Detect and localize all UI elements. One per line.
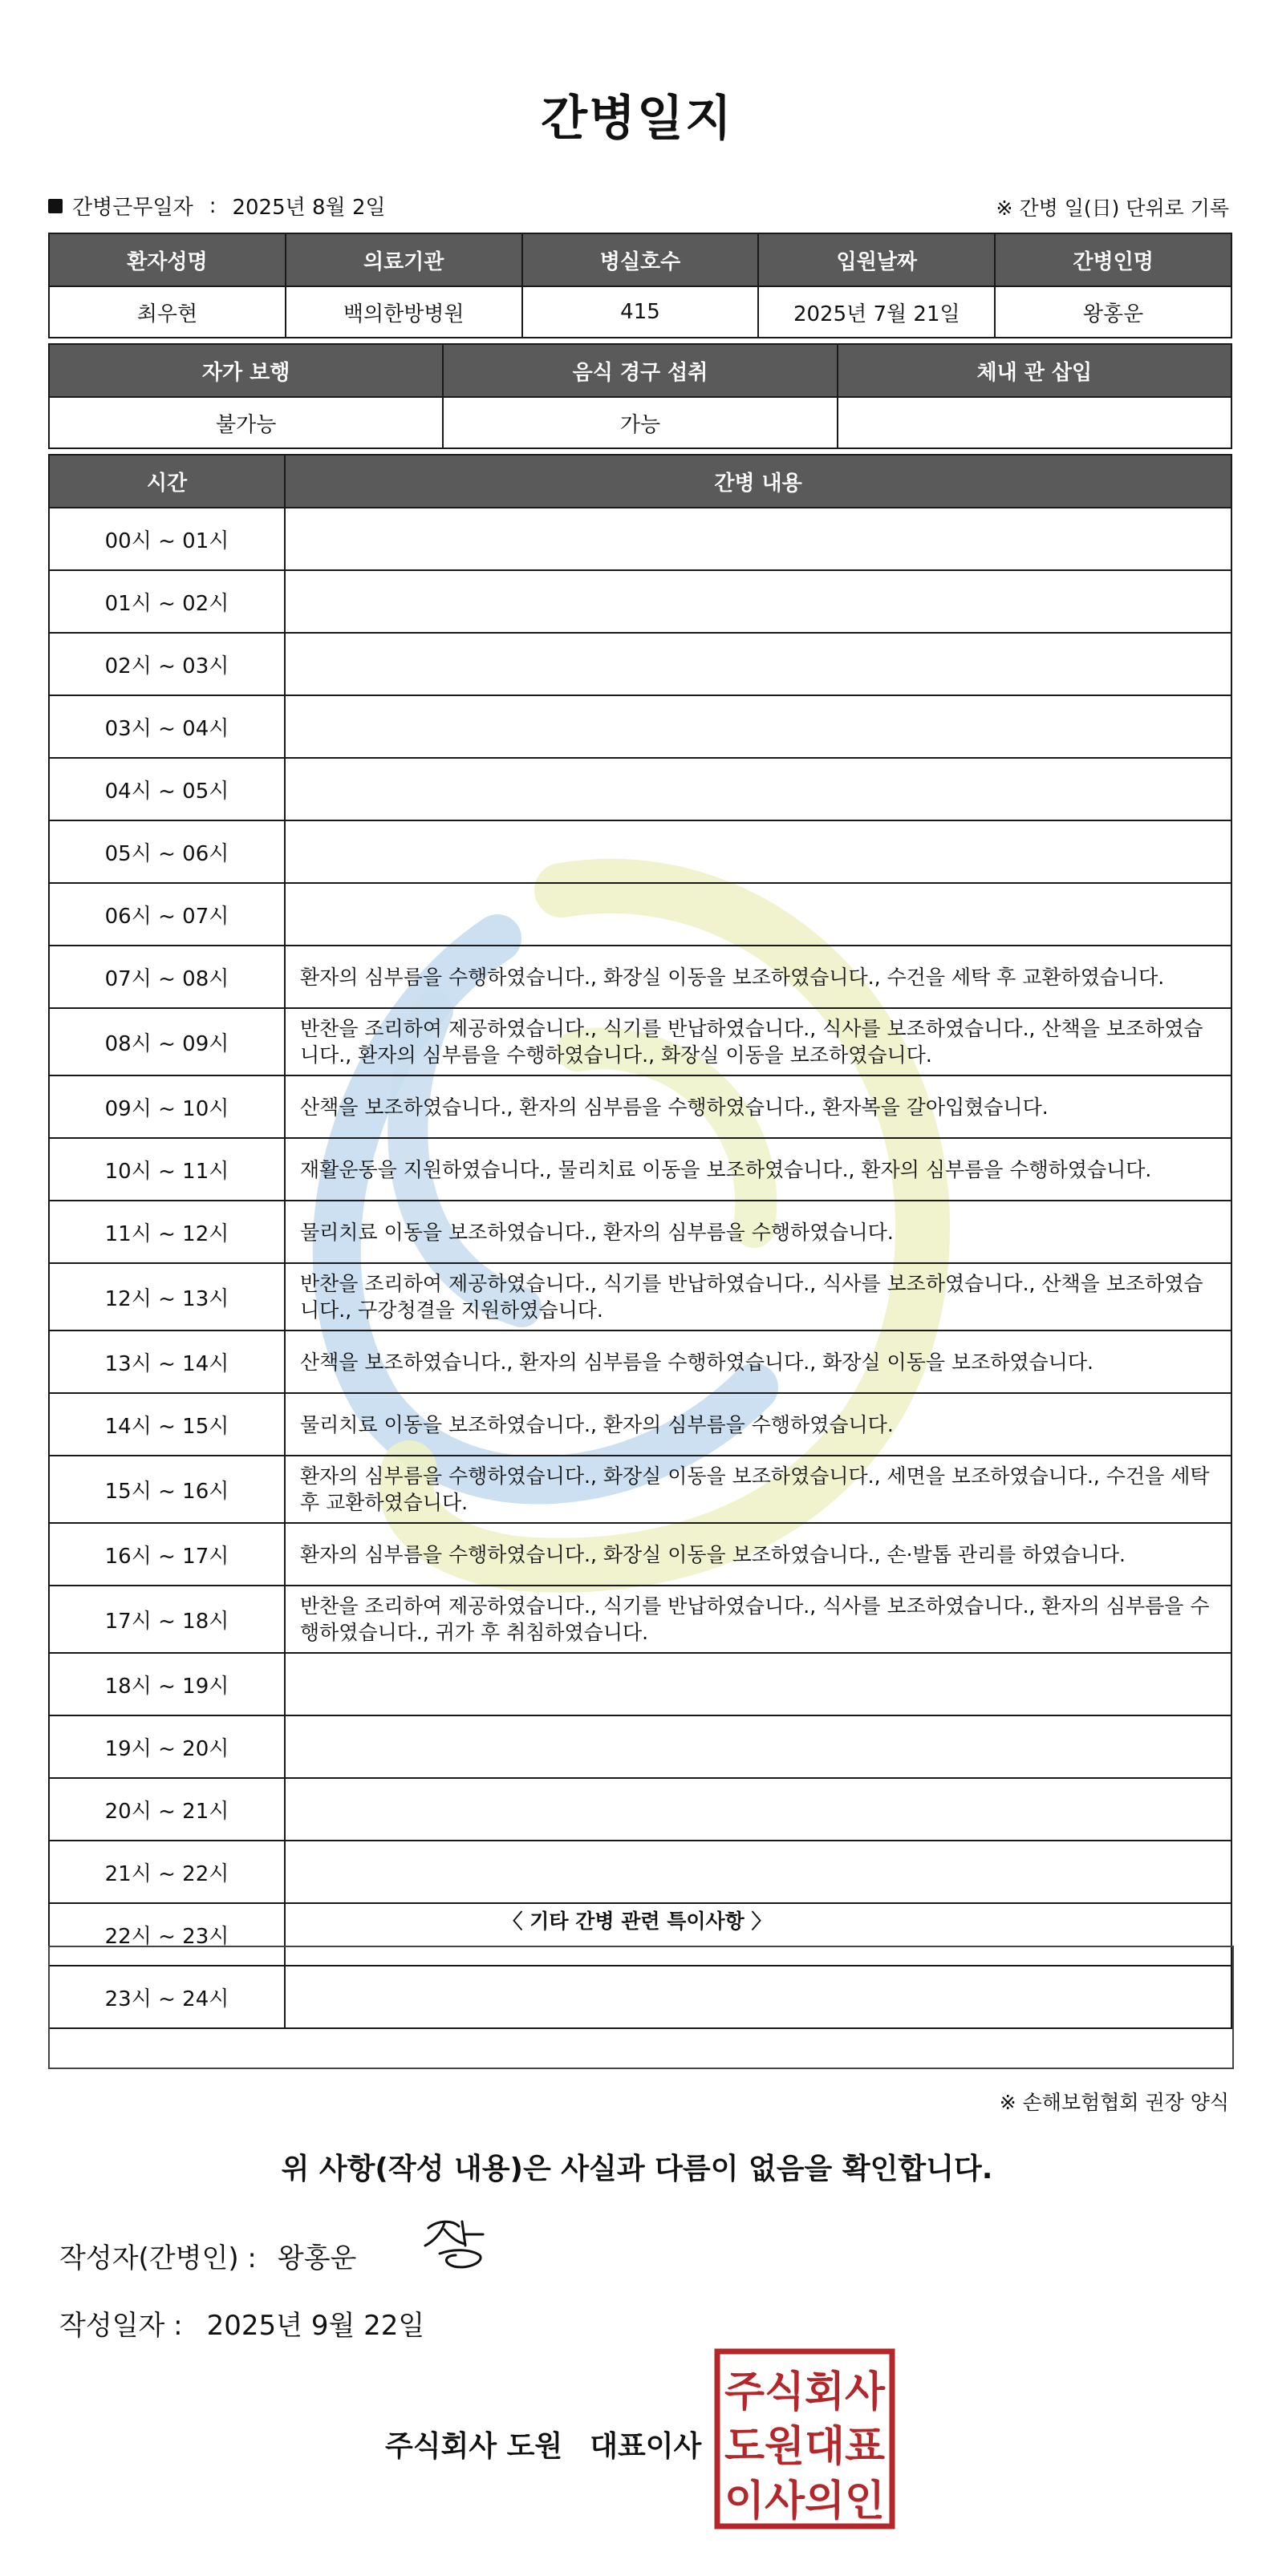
written-date-line <box>59 2303 424 2343</box>
table-row <box>49 1331 1231 1393</box>
table-row <box>49 1456 1231 1523</box>
time-slot: 02시 ~ 03시 <box>49 633 285 695</box>
time-slot: 22시 ~ 23시 <box>49 1903 285 1966</box>
time-slot: 06시 ~ 07시 <box>49 883 285 946</box>
table-row <box>49 1393 1231 1456</box>
time-slot: 18시 ~ 19시 <box>49 1653 285 1715</box>
insurance-note: ※ 손해보험협회 권장 양식 <box>999 2091 1229 2114</box>
table-row <box>49 1586 1231 1653</box>
care-content <box>285 633 1231 695</box>
table-row <box>49 695 1231 758</box>
care-content: 환자의 심부름을 수행하였습니다., 화장실 이동을 보조하였습니다., 세면을 보조하였습니다., 수건을 세탁 후 교환하였습니다. <box>285 1456 1231 1523</box>
table-row <box>49 1715 1231 1778</box>
header-time: 시간 <box>49 455 285 508</box>
table-row <box>49 1523 1231 1586</box>
time-slot: 07시 ~ 08시 <box>49 946 285 1008</box>
time-slot: 03시 ~ 04시 <box>49 695 285 758</box>
header-caregiver: 간병인명 <box>995 233 1231 286</box>
time-slot: 14시 ~ 15시 <box>49 1393 285 1456</box>
svg-text:도원대표: 도원대표 <box>724 2423 885 2471</box>
written-date-label: 작성일자 : <box>59 2310 183 2342</box>
care-content: 반찬을 조리하여 제공하였습니다., 식기를 반납하였습니다., 식사를 보조하였습니다., 산책을 보조하였습니다., 구강청결을 지원하였습니다. <box>285 1263 1231 1331</box>
time-slot: 16시 ~ 17시 <box>49 1523 285 1586</box>
care-content <box>285 508 1231 570</box>
patient-name: 최우현 <box>49 286 286 338</box>
care-content <box>285 1841 1231 1903</box>
remarks-box <box>48 1946 1234 2069</box>
unit-note: ※ 간병 일(日) 단위로 기록 <box>996 196 1229 220</box>
patient-value-row <box>49 286 1231 338</box>
care-content: 환자의 심부름을 수행하였습니다., 화장실 이동을 보조하였습니다., 손·발톱 관리를 하였습니다. <box>285 1523 1231 1586</box>
patient-status-table <box>48 343 1232 449</box>
time-slot: 05시 ~ 06시 <box>49 820 285 883</box>
writer-label: 작성자(간병인) : <box>59 2242 257 2274</box>
table-row <box>49 1263 1231 1331</box>
writer-line <box>59 2236 356 2275</box>
time-slot: 10시 ~ 11시 <box>49 1138 285 1201</box>
table-row <box>49 1653 1231 1715</box>
care-content: 환자의 심부름을 수행하였습니다., 화장실 이동을 보조하였습니다., 수건을 세탁 후 교환하였습니다. <box>285 946 1231 1008</box>
work-date-label: 간병근무일자 <box>72 196 193 220</box>
admission-date: 2025년 7월 21일 <box>758 286 995 338</box>
care-content: 물리치료 이동을 보조하였습니다., 환자의 심부름을 수행하였습니다. <box>285 1201 1231 1263</box>
writer-name: 왕홍운 <box>277 2242 357 2274</box>
time-slot: 23시 ~ 24시 <box>49 1966 285 2028</box>
table-row <box>49 946 1231 1008</box>
care-log-header-row <box>49 455 1231 508</box>
handwritten-signature <box>420 2213 494 2273</box>
header-admission-date: 입원날짜 <box>758 233 995 286</box>
work-date-value: 2025년 8월 2일 <box>232 196 386 220</box>
care-content <box>285 1778 1231 1841</box>
header-hospital: 의료기관 <box>286 233 522 286</box>
table-row <box>49 508 1231 570</box>
table-row <box>49 883 1231 946</box>
work-date-separator: : <box>209 193 217 218</box>
time-slot: 09시 ~ 10시 <box>49 1075 285 1138</box>
time-slot: 19시 ~ 20시 <box>49 1715 285 1778</box>
time-slot: 21시 ~ 22시 <box>49 1841 285 1903</box>
company-seal <box>714 2348 895 2529</box>
svg-text:이사의인: 이사의인 <box>724 2477 885 2525</box>
header-care-content: 간병 내용 <box>285 455 1231 508</box>
caregiver-name: 왕홍운 <box>995 286 1231 338</box>
remarks-label: 〈 기타 간병 관련 특이사항 〉 <box>502 1910 772 1933</box>
table-row <box>49 1841 1231 1903</box>
care-content <box>285 820 1231 883</box>
header-patient-name: 환자성명 <box>49 233 286 286</box>
care-content <box>285 883 1231 946</box>
care-content <box>285 695 1231 758</box>
document-title: 간병일지 <box>541 91 733 147</box>
written-date-value: 2025년 9월 22일 <box>206 2310 425 2342</box>
tube-insertion-value <box>838 397 1231 448</box>
table-row <box>49 758 1231 820</box>
header-tube-insertion: 체내 관 삽입 <box>838 344 1231 397</box>
care-content: 반찬을 조리하여 제공하였습니다., 식기를 반납하였습니다., 식사를 보조하였습니다., 환자의 심부름을 수행하였습니다., 귀가 후 취침하였습니다. <box>285 1586 1231 1653</box>
table-row <box>49 1201 1231 1263</box>
table-row <box>49 633 1231 695</box>
care-content <box>285 758 1231 820</box>
company-signature-line <box>385 2424 701 2465</box>
status-value-row <box>49 397 1231 448</box>
care-content: 반찬을 조리하여 제공하였습니다., 식기를 반납하였습니다., 식사를 보조하였습니다., 산책을 보조하였습니다., 환자의 심부름을 수행하였습니다., 화장실 이동을 보조하였습니다. <box>285 1008 1231 1075</box>
time-slot: 13시 ~ 14시 <box>49 1331 285 1393</box>
care-content <box>285 570 1231 633</box>
patient-header-row <box>49 233 1231 286</box>
ceo-title: 대표이사 <box>590 2430 702 2463</box>
table-row <box>49 1778 1231 1841</box>
header-self-walking: 자가 보행 <box>49 344 443 397</box>
care-content: 물리치료 이동을 보조하였습니다., 환자의 심부름을 수행하였습니다. <box>285 1393 1231 1456</box>
company-name: 주식회사 도원 <box>385 2430 563 2463</box>
care-content: 산책을 보조하였습니다., 환자의 심부름을 수행하였습니다., 화장실 이동을 보조하였습니다. <box>285 1331 1231 1393</box>
patient-info-table <box>48 233 1232 338</box>
confirmation-statement: 위 사항(작성 내용)은 사실과 다름이 없음을 확인합니다. <box>281 2153 993 2185</box>
care-content <box>285 1715 1231 1778</box>
room-number: 415 <box>522 286 759 338</box>
self-walking-value: 불가능 <box>49 397 443 448</box>
care-content: 재활운동을 지원하였습니다., 물리치료 이동을 보조하였습니다., 환자의 심부름을 수행하였습니다. <box>285 1138 1231 1201</box>
time-slot: 20시 ~ 21시 <box>49 1778 285 1841</box>
care-content <box>285 1653 1231 1715</box>
svg-text:주식회사: 주식회사 <box>724 2368 886 2416</box>
time-slot: 17시 ~ 18시 <box>49 1586 285 1653</box>
work-date-line <box>48 191 386 221</box>
table-row <box>49 1008 1231 1075</box>
table-row <box>49 820 1231 883</box>
care-log-table <box>48 454 1232 2029</box>
table-row <box>49 1138 1231 1201</box>
hospital-name: 백의한방병원 <box>286 286 522 338</box>
time-slot: 15시 ~ 16시 <box>49 1456 285 1523</box>
table-row <box>49 570 1231 633</box>
table-row <box>49 1075 1231 1138</box>
status-header-row <box>49 344 1231 397</box>
time-slot: 11시 ~ 12시 <box>49 1201 285 1263</box>
time-slot: 04시 ~ 05시 <box>49 758 285 820</box>
care-content: 산책을 보조하였습니다., 환자의 심부름을 수행하였습니다., 환자복을 갈아입혔습니다. <box>285 1075 1231 1138</box>
time-slot: 01시 ~ 02시 <box>49 570 285 633</box>
header-oral-intake: 음식 경구 섭취 <box>443 344 837 397</box>
header-room: 병실호수 <box>522 233 759 286</box>
time-slot: 00시 ~ 01시 <box>49 508 285 570</box>
time-slot: 12시 ~ 13시 <box>49 1263 285 1331</box>
bullet-square-icon <box>48 199 63 213</box>
oral-intake-value: 가능 <box>443 397 837 448</box>
time-slot: 08시 ~ 09시 <box>49 1008 285 1075</box>
